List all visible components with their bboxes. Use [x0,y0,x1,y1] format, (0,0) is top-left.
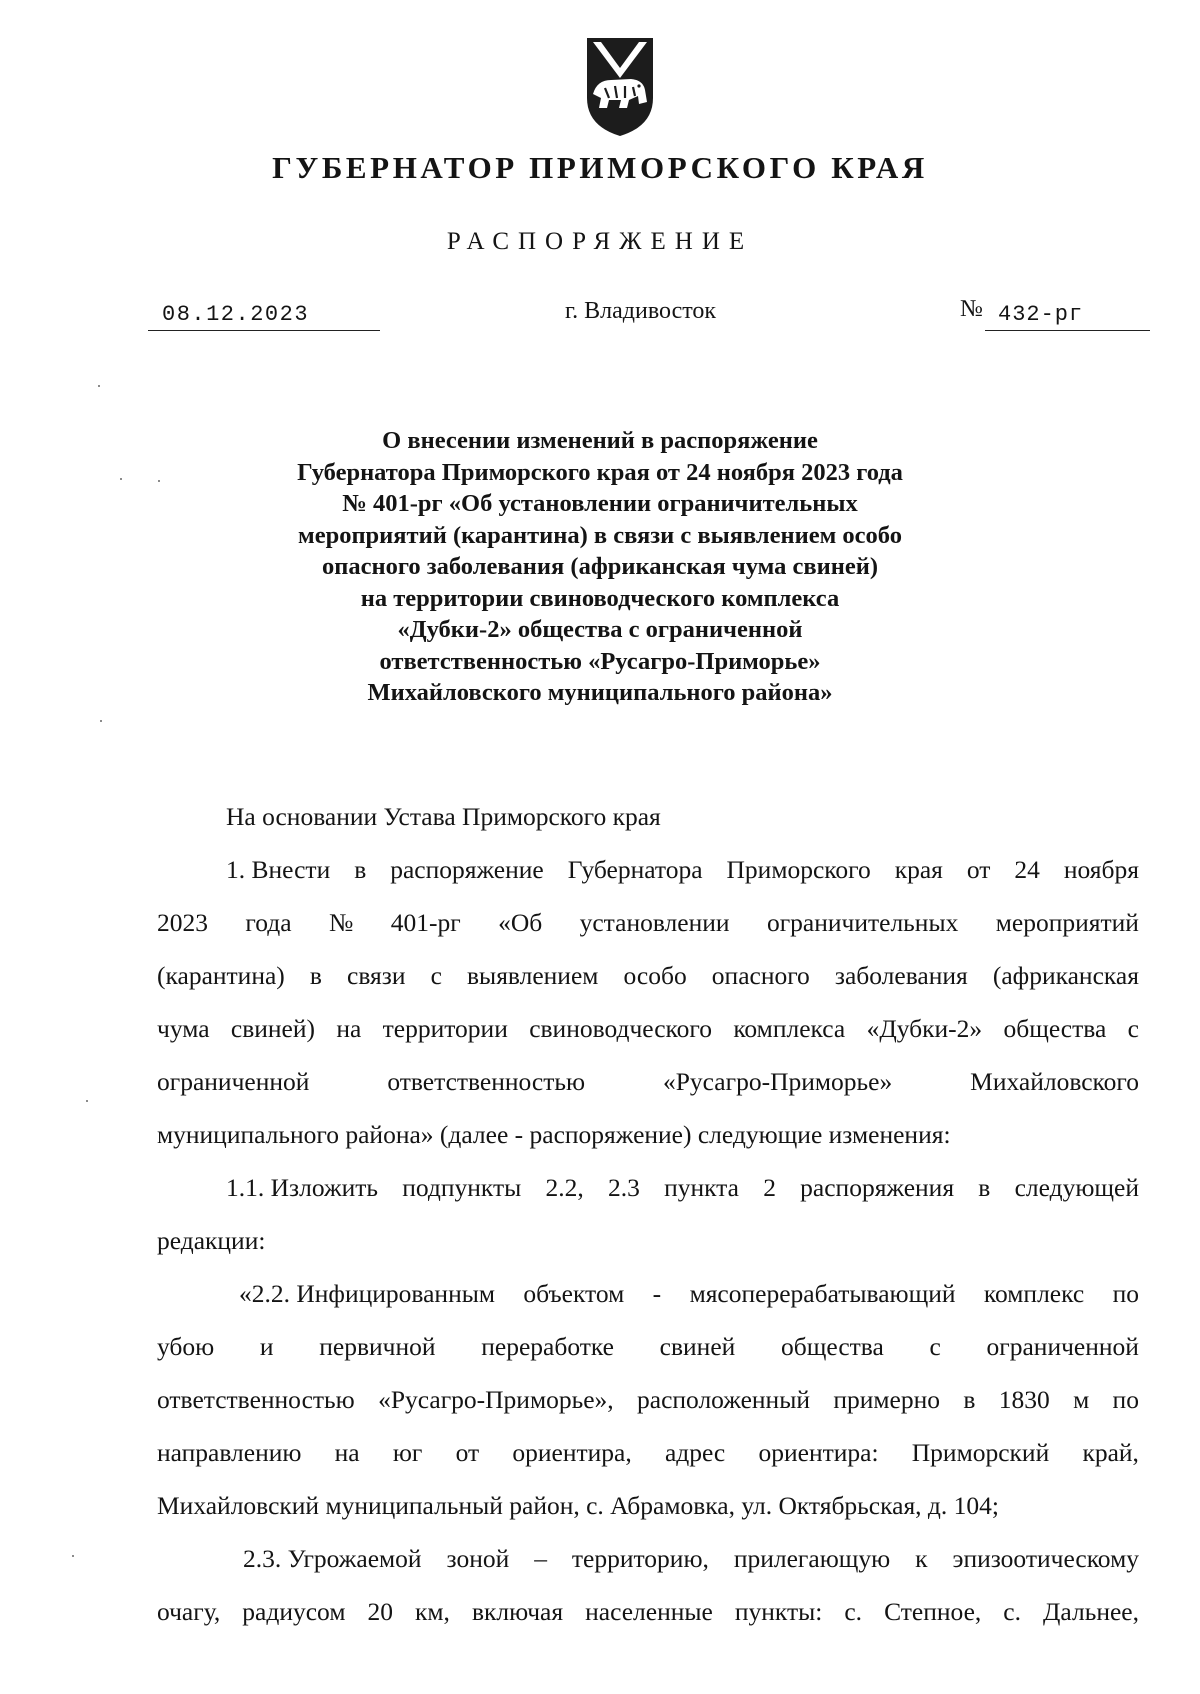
document-type: РАСПОРЯЖЕНИЕ [446,228,754,255]
word: очагу, [157,1597,221,1626]
word: объектом [523,1279,625,1308]
word: от [966,855,991,884]
word: 2 [763,1173,776,1202]
word: комплекс [983,1279,1085,1308]
word: территории [382,1014,508,1043]
word: «Русагро-Приморье», [378,1385,614,1414]
title-line: опасного заболевания (африканская чума свиней) [322,553,878,580]
word: 1.1. Изложить [226,1173,378,1202]
title-line: Губернатора Приморского края от 24 ноября 2023 года [297,458,903,486]
word: с. [1003,1597,1021,1626]
word: мясоперерабатывающий [689,1279,956,1308]
item1-line [157,1055,1139,1108]
word: первичной [319,1332,436,1361]
word: адрес [664,1438,726,1467]
word: юг [392,1438,423,1467]
word: радиусом [242,1597,346,1626]
word: общества [781,1332,884,1361]
date-underline [148,330,380,331]
word: в [978,1173,991,1202]
word: в [354,855,367,884]
document-city: г. Владивосток [565,298,717,324]
word: по [1112,1279,1139,1308]
word: ориентира: [758,1438,879,1467]
word: общества [1003,1014,1107,1043]
word: установлении [579,908,730,937]
word: пункта [664,1173,739,1202]
scan-speck [72,1555,74,1557]
word: пункты: [734,1597,823,1626]
title-line: ответственностью «Русагро-Приморье» [379,647,821,675]
item22-line [157,1373,1139,1426]
word: м [1073,1385,1090,1414]
issuing-authority: ГУБЕРНАТОР ПРИМОРСКОГО КРАЯ [272,150,928,185]
word: 2.2, [545,1173,584,1202]
word: «Русагро-Приморье» [663,1067,893,1096]
word: Приморский [911,1438,1050,1467]
word: «Дубки-2» [866,1014,983,1043]
word: ноября [1063,855,1139,884]
title-line: мероприятий (карантина) в связи с выявлением особо [298,521,902,549]
word: по [1112,1385,1139,1414]
word: ответственностью [157,1385,355,1414]
word: распоряжение [390,855,544,884]
word: 2.3. Угрожаемой [243,1544,422,1573]
item22-line [157,1320,1139,1373]
word: с [929,1332,941,1361]
word: - [652,1279,662,1308]
word: опасного [711,961,810,990]
word: 2.3 [607,1173,640,1202]
word: Приморского [726,855,871,884]
word: переработке [481,1332,614,1361]
document-date: 08.12.2023 [162,302,310,327]
item22-line: Михайловский муниципальный район, с. Абрамовка, ул. Октябрьская, д. 104; [157,1491,999,1520]
word: «Об [498,908,543,937]
item1-line [157,843,1139,896]
word: км, [415,1597,450,1626]
word: Губернатора [567,855,703,884]
title-line: Михайловского муниципального района» [367,679,833,706]
number-sign: № [960,296,983,322]
word: на [336,1014,362,1043]
word: 1. Внести [226,855,331,884]
scan-speck [98,385,100,387]
item1-line [157,896,1139,949]
word: 1830 [998,1385,1050,1414]
item22-line [157,1267,1139,1320]
word: территорию, [571,1544,709,1573]
word: направлению [157,1438,302,1467]
word: расположенный [637,1385,810,1414]
word: свиноводческого [529,1014,712,1043]
title-line: О внесении изменений в распоряжение [382,427,818,454]
word: ориентира, [512,1438,632,1467]
title-line: «Дубки-2» общества с ограниченной [397,616,803,643]
word: подпункты [402,1173,522,1202]
word: (карантина) [157,961,285,990]
word: распоряжения [800,1173,955,1202]
item23-line [157,1532,1139,1585]
word: убою [157,1332,215,1361]
item11-line [157,1161,1139,1214]
word: года [245,908,292,937]
word: эпизоотическому [952,1544,1139,1573]
word: край, [1082,1438,1139,1467]
word: особо [623,961,687,990]
word: ограниченной [157,1067,310,1096]
word: зоной [446,1544,510,1573]
word: – [534,1544,547,1573]
word: 2023 [157,908,208,937]
basis-paragraph: На основании Устава Приморского края [226,802,661,831]
word: Михайловского [970,1067,1139,1096]
word: включая [471,1597,564,1626]
word: свиней [659,1332,736,1361]
word: в [963,1385,976,1414]
word: ограниченной [986,1332,1139,1361]
word: населенные [585,1597,713,1626]
word: и [259,1332,274,1361]
item22-line [157,1426,1139,1479]
item1-line [157,1002,1139,1055]
word: Степное, [884,1597,982,1626]
scan-speck [120,478,122,480]
word: выявлением [467,961,599,990]
item1-line: муниципального района» (далее - распоряжение) следующие изменения: [157,1120,951,1149]
word: заболевания [834,961,968,990]
word: 401-рг [390,908,461,937]
word: с [1127,1014,1139,1043]
item1-line [157,949,1139,1002]
word: от [455,1438,480,1467]
word: «2.2. Инфицированным [239,1279,495,1308]
word: на [334,1438,360,1467]
scan-speck [100,720,102,722]
word: Дальнее, [1043,1597,1139,1626]
word: примерно [833,1385,940,1414]
word: края [894,855,943,884]
word: следующей [1014,1173,1139,1202]
word: мероприятий [995,908,1139,937]
word: 20 [367,1597,393,1626]
word: связи [347,961,406,990]
word: чума [157,1014,210,1043]
document-title [230,425,970,709]
word: с [430,961,442,990]
word: № [328,908,354,937]
word: ограничительных [766,908,959,937]
word: 24 [1014,855,1040,884]
word: прилегающую [733,1544,891,1573]
word: комплекса [733,1014,846,1043]
document-body [157,790,1139,1638]
word: к [915,1544,928,1573]
word: с. [844,1597,863,1626]
word: свиней) [230,1014,315,1043]
title-line: № 401-рг «Об установлении ограничительных [342,490,858,517]
scan-speck [158,480,160,482]
item11-line: редакции: [157,1226,266,1255]
scan-speck [86,1100,88,1102]
coat-of-arms-emblem [581,32,659,140]
item23-line [157,1585,1139,1638]
document-number: 432-рг [998,302,1084,327]
word: в [309,961,322,990]
number-underline [985,330,1150,331]
word: (африканская [992,961,1139,990]
word: ответственностью [387,1067,586,1096]
title-line: на территории свиноводческого комплекса [360,584,840,612]
